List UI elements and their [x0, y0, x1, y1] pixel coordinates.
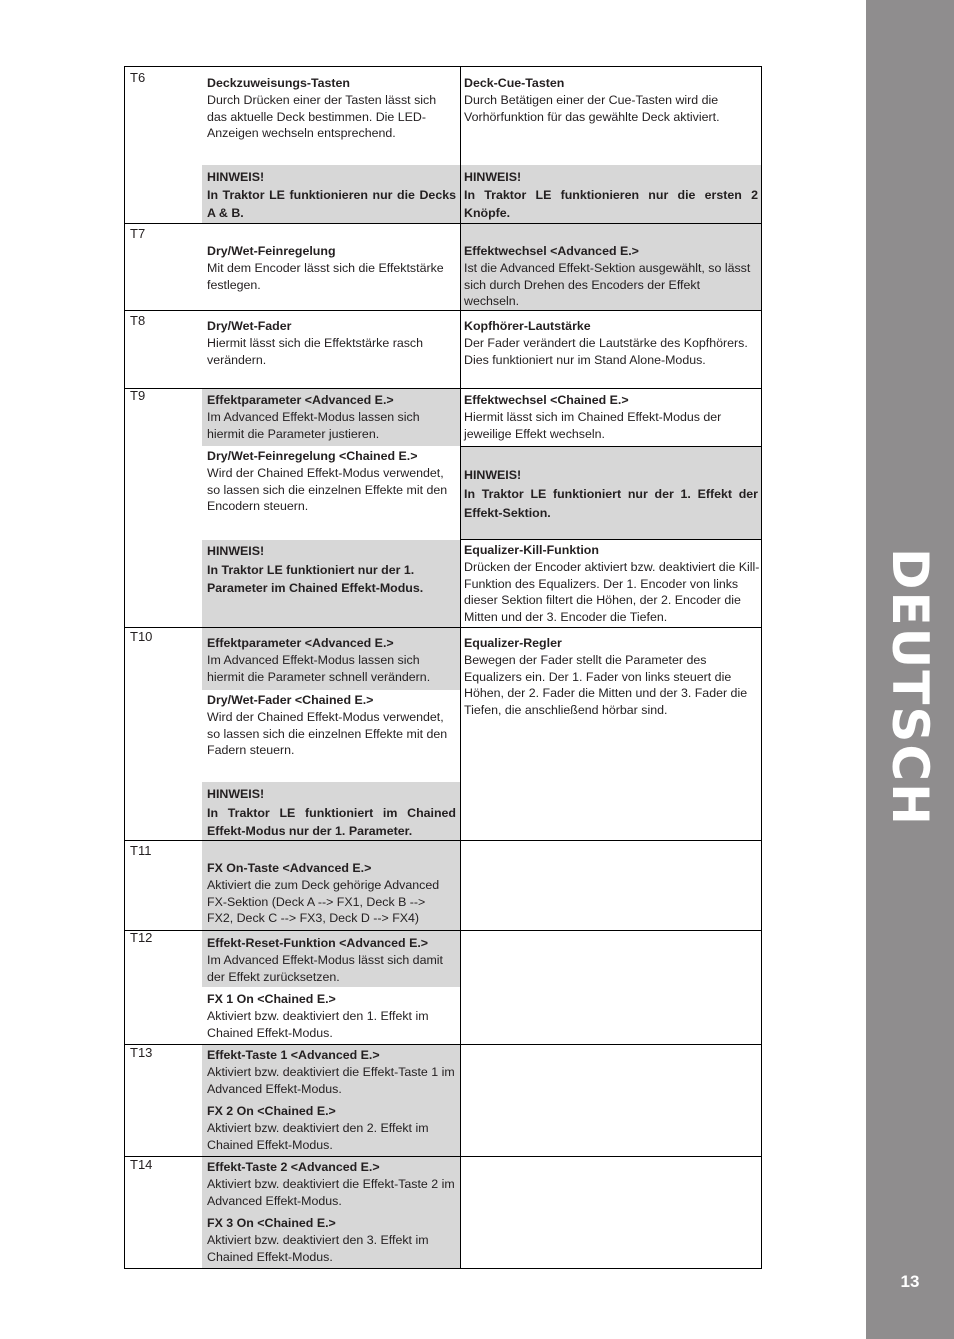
cell-effect-button2-advanced	[207, 1159, 456, 1209]
row-divider	[124, 930, 762, 931]
cell-effect-params-advanced	[207, 392, 456, 442]
row-label-t13: T13	[130, 1045, 153, 1060]
column-divider	[460, 67, 461, 1269]
cell-title: FX On-Taste <Advanced E.>	[207, 861, 372, 875]
cell-drywet-fader-chained	[207, 692, 454, 759]
cell-title: Dry/Wet-Feinregelung <Chained E.>	[207, 449, 418, 463]
note-text: In Traktor LE funktioniert im Chained Effekt-Modus nur der 1. Parameter.	[207, 805, 456, 838]
cell-drywet-fader	[207, 318, 454, 368]
cell-effect-button1-advanced	[207, 1047, 458, 1097]
row-divider	[124, 388, 762, 389]
note-t6-left	[207, 168, 456, 222]
cell-title: Effekt-Taste 2 <Advanced E.>	[207, 1160, 380, 1174]
cell-text: Aktiviert bzw. deaktiviert die Effekt-Taste 1 im Advanced Effekt-Modus.	[207, 1064, 455, 1096]
cell-deck-cue-buttons	[464, 75, 756, 125]
cell-title: Dry/Wet-Feinregelung	[207, 244, 336, 258]
cell-fx2-on-chained	[207, 1103, 456, 1153]
cell-headphone-volume	[464, 318, 756, 368]
cell-title: Equalizer-Regler	[464, 636, 562, 650]
cell-text: Drücken der Encoder aktiviert bzw. deaktiviert die Kill-Funktion des Equalizers. Der 1. Encoder von links dieser Sektion filtert die Höhen, der 2. Encoder die Mitten und der 3. Encoder die Tiefen.	[464, 559, 760, 625]
cell-deck-assign-buttons	[207, 75, 452, 142]
cell-text: Aktiviert bzw. deaktiviert die Effekt-Taste 2 im Advanced Effekt-Modus.	[207, 1176, 455, 1208]
note-t9-right	[464, 466, 758, 523]
cell-title: Kopfhörer-Lautstärke	[464, 319, 591, 333]
language-label: DEUTSCH	[881, 548, 939, 827]
cell-title: Deckzuweisungs-Tasten	[207, 76, 350, 90]
row-label-t12: T12	[130, 930, 153, 945]
cell-text: Ist die Advanced Effekt-Sektion ausgewählt, so lässt sich durch Drehen des Encoders der Effekt wechseln.	[464, 260, 751, 309]
cell-drywet-fine	[207, 243, 454, 293]
row-label-t9: T9	[130, 388, 146, 403]
note-title: HINWEIS!	[207, 544, 265, 558]
cell-divider	[460, 446, 762, 447]
cell-text: Wird der Chained Effekt-Modus verwendet, so lassen sich die einzelnen Effekte mit den Encodern steuern.	[207, 465, 448, 514]
cell-text: Aktiviert bzw. deaktiviert den 2. Effekt im Chained Effekt-Modus.	[207, 1120, 429, 1152]
cell-title: Effektwechsel <Chained E.>	[464, 393, 629, 407]
note-title: HINWEIS!	[207, 787, 265, 801]
cell-text: Aktiviert bzw. deaktiviert den 1. Effekt im Chained Effekt-Modus.	[207, 1008, 429, 1040]
note-t10-left	[207, 785, 456, 841]
row-divider	[124, 1044, 762, 1045]
row-label-t14: T14	[130, 1157, 153, 1172]
row-label-t11: T11	[130, 843, 152, 858]
row-divider	[124, 223, 762, 224]
cell-title: Effektwechsel <Advanced E.>	[464, 244, 639, 258]
cell-text: Aktiviert bzw. deaktiviert den 3. Effekt im Chained Effekt-Modus.	[207, 1232, 429, 1264]
cell-title: Dry/Wet-Fader	[207, 319, 292, 333]
cell-effect-reset-advanced	[207, 935, 458, 985]
note-text: In Traktor LE funktioniert nur der 1. Effekt der Effekt-Sektion.	[464, 487, 758, 520]
cell-title: Effektparameter <Advanced E.>	[207, 636, 394, 650]
cell-title: Dry/Wet-Fader <Chained E.>	[207, 693, 374, 707]
row-divider	[124, 627, 762, 628]
cell-title: Effekt-Reset-Funktion <Advanced E.>	[207, 936, 429, 950]
note-t9-left	[207, 542, 456, 598]
row-label-t7: T7	[130, 226, 146, 241]
row-label-t8: T8	[130, 313, 146, 328]
note-text: In Traktor LE funktionieren nur die Decks A & B.	[207, 188, 456, 220]
row-divider	[124, 1156, 762, 1157]
cell-drywet-fine-chained	[207, 448, 454, 515]
row-label-t10: T10	[130, 629, 153, 644]
cell-title: FX 2 On <Chained E.>	[207, 1104, 336, 1118]
cell-text: Hiermit lässt sich im Chained Effekt-Modus der jeweilige Effekt wechseln.	[464, 409, 722, 441]
cell-divider	[460, 539, 762, 540]
cell-eq-faders	[464, 635, 756, 719]
cell-title: Effektparameter <Advanced E.>	[207, 393, 394, 407]
cell-fx-on-advanced	[207, 860, 452, 927]
cell-text: Hiermit lässt sich die Effektstärke rasch verändern.	[207, 335, 423, 367]
cell-title: FX 1 On <Chained E.>	[207, 992, 336, 1006]
cell-text: Der Fader verändert die Lautstärke des Kopfhörers.	[464, 335, 748, 350]
note-t6-right	[464, 168, 758, 222]
cell-text: Mit dem Encoder lässt sich die Effektstärke festlegen.	[207, 260, 444, 292]
note-text: In Traktor LE funktioniert nur der 1. Parameter im Chained Effekt-Modus.	[207, 562, 424, 595]
cell-text: Durch Drücken einer der Tasten lässt sich das aktuelle Deck bestimmen. Die LED-Anzeigen wechseln entsprechend.	[207, 92, 437, 141]
cell-title: Deck-Cue-Tasten	[464, 76, 565, 90]
cell-fx1-on-chained	[207, 991, 456, 1041]
row-label-t6: T6	[130, 70, 146, 85]
note-text: In Traktor LE funktionieren nur die ersten 2 Knöpfe.	[464, 188, 758, 220]
note-title: HINWEIS!	[207, 170, 265, 184]
note-title: HINWEIS!	[464, 468, 522, 482]
cell-text: Im Advanced Effekt-Modus lassen sich hiermit die Parameter schnell verändern.	[207, 652, 431, 684]
cell-text: Bewegen der Fader stellt die Parameter des Equalizers ein. Der 1. Fader von links steuert die Höhen, der 2. Fader die Mitten und der 3. Fader die Tiefen, die anschließend hörbar sind.	[464, 652, 748, 718]
cell-text: Dies funktioniert nur im Stand Alone-Modus.	[464, 352, 706, 367]
cell-eq-kill	[464, 542, 760, 626]
cell-fx3-on-chained	[207, 1215, 456, 1265]
cell-title: FX 3 On <Chained E.>	[207, 1216, 336, 1230]
cell-text: Im Advanced Effekt-Modus lässt sich damit der Effekt zurücksetzen.	[207, 952, 443, 984]
cell-title: Equalizer-Kill-Funktion	[464, 543, 599, 557]
cell-effect-change-advanced	[464, 243, 756, 310]
cell-text: Wird der Chained Effekt-Modus verwendet, so lassen sich die einzelnen Effekte mit den Fadern steuern.	[207, 709, 448, 758]
cell-text: Im Advanced Effekt-Modus lassen sich hiermit die Parameter justieren.	[207, 409, 420, 441]
note-title: HINWEIS!	[464, 170, 522, 184]
cell-effect-change-chained	[464, 392, 756, 442]
cell-title: Effekt-Taste 1 <Advanced E.>	[207, 1048, 380, 1062]
page-number: 13	[900, 1272, 920, 1291]
cell-text: Durch Betätigen einer der Cue-Tasten wird die Vorhörfunktion für das gewählte Deck aktiviert.	[464, 92, 720, 124]
cell-effect-params-advanced-fader	[207, 635, 456, 685]
cell-text: Aktiviert die zum Deck gehörige Advanced FX-Sektion (Deck A --> FX1, Deck B --> FX2, Deck C --> FX3, Deck D --> FX4)	[207, 877, 440, 926]
